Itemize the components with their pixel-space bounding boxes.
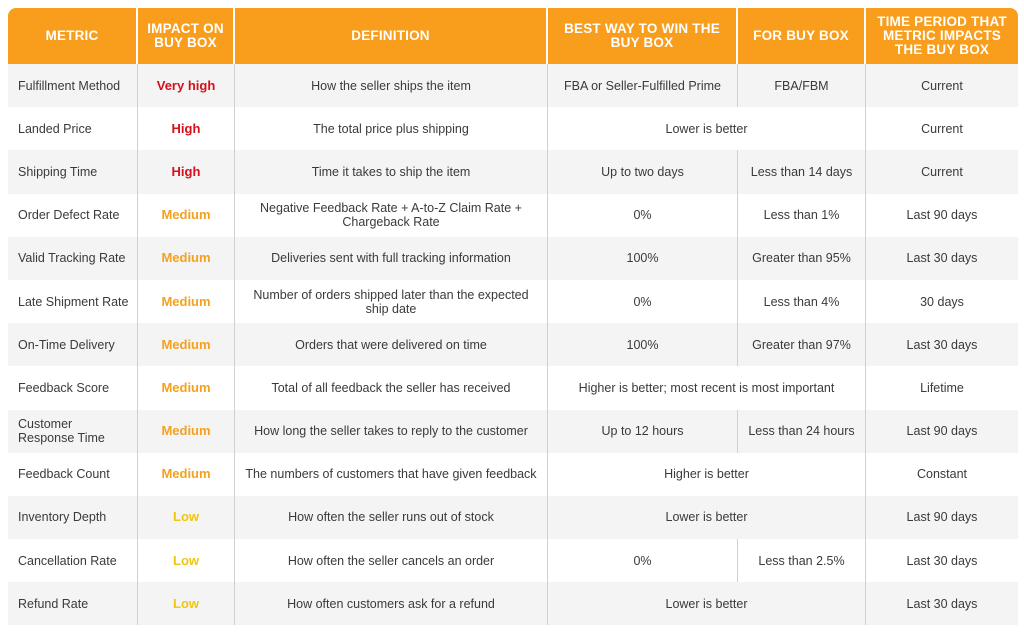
impact-cell: Low: [138, 539, 235, 582]
metric-cell: Order Defect Rate: [8, 194, 138, 237]
for-buy-box-cell: Less than 14 days: [738, 150, 866, 193]
definition-cell: Time it takes to ship the item: [235, 150, 548, 193]
best-way-cell: 0%: [548, 280, 738, 323]
header-metric: METRIC: [8, 8, 138, 64]
table-row: [8, 107, 1018, 150]
definition-cell: Negative Feedback Rate + A-to-Z Claim Rate + Chargeback Rate: [235, 194, 548, 237]
metric-cell: On-Time Delivery: [8, 323, 138, 366]
requirement-cell: Lower is better: [548, 582, 866, 625]
metric-cell: Customer Response Time: [8, 410, 138, 453]
impact-cell: Medium: [138, 366, 235, 409]
impact-cell: High: [138, 150, 235, 193]
time-period-cell: Current: [866, 64, 1018, 107]
table-row: [8, 410, 1018, 453]
impact-cell: Medium: [138, 280, 235, 323]
header-for-buy-box: FOR BUY BOX: [738, 8, 866, 64]
impact-cell: Medium: [138, 323, 235, 366]
definition-cell: How often the seller cancels an order: [235, 539, 548, 582]
time-period-cell: Current: [866, 150, 1018, 193]
requirement-cell: Lower is better: [548, 107, 866, 150]
for-buy-box-cell: Less than 4%: [738, 280, 866, 323]
time-period-cell: Last 30 days: [866, 237, 1018, 280]
time-period-cell: Last 30 days: [866, 323, 1018, 366]
best-way-cell: 100%: [548, 237, 738, 280]
impact-cell: Medium: [138, 453, 235, 496]
time-period-cell: Last 30 days: [866, 539, 1018, 582]
time-period-cell: Last 90 days: [866, 496, 1018, 539]
buy-box-metrics-table-container: [8, 8, 1018, 625]
impact-cell: Low: [138, 582, 235, 625]
best-way-cell: 0%: [548, 539, 738, 582]
time-period-cell: Last 90 days: [866, 194, 1018, 237]
metric-cell: Refund Rate: [8, 582, 138, 625]
table-body: [8, 64, 1018, 625]
requirement-cell: Higher is better: [548, 453, 866, 496]
definition-cell: The numbers of customers that have given feedback: [235, 453, 548, 496]
definition-cell: Number of orders shipped later than the expected ship date: [235, 280, 548, 323]
header-best-way: BEST WAY TO WIN THE BUY BOX: [548, 8, 738, 64]
table-row: [8, 323, 1018, 366]
table-header-row: [8, 8, 1018, 64]
best-way-cell: 0%: [548, 194, 738, 237]
metric-cell: Cancellation Rate: [8, 539, 138, 582]
definition-cell: How the seller ships the item: [235, 64, 548, 107]
table-row: [8, 280, 1018, 323]
impact-cell: Low: [138, 496, 235, 539]
for-buy-box-cell: Less than 24 hours: [738, 410, 866, 453]
for-buy-box-cell: Less than 2.5%: [738, 539, 866, 582]
metric-cell: Fulfillment Method: [8, 64, 138, 107]
for-buy-box-cell: Greater than 97%: [738, 323, 866, 366]
metric-cell: Shipping Time: [8, 150, 138, 193]
time-period-cell: Current: [866, 107, 1018, 150]
header-time-period: TIME PERIOD THAT METRIC IMPACTS THE BUY BOX: [866, 8, 1018, 64]
table-row: [8, 150, 1018, 193]
time-period-cell: Constant: [866, 453, 1018, 496]
metric-cell: Valid Tracking Rate: [8, 237, 138, 280]
definition-cell: Total of all feedback the seller has received: [235, 366, 548, 409]
requirement-cell: Lower is better: [548, 496, 866, 539]
for-buy-box-cell: FBA/FBM: [738, 64, 866, 107]
impact-cell: Medium: [138, 410, 235, 453]
table-row: [8, 453, 1018, 496]
impact-cell: High: [138, 107, 235, 150]
time-period-cell: 30 days: [866, 280, 1018, 323]
table-row: [8, 366, 1018, 409]
table-row: [8, 539, 1018, 582]
definition-cell: Orders that were delivered on time: [235, 323, 548, 366]
definition-cell: How long the seller takes to reply to the customer: [235, 410, 548, 453]
for-buy-box-cell: Greater than 95%: [738, 237, 866, 280]
definition-cell: How often the seller runs out of stock: [235, 496, 548, 539]
time-period-cell: Last 90 days: [866, 410, 1018, 453]
time-period-cell: Last 30 days: [866, 582, 1018, 625]
best-way-cell: 100%: [548, 323, 738, 366]
metric-cell: Inventory Depth: [8, 496, 138, 539]
impact-cell: Medium: [138, 237, 235, 280]
for-buy-box-cell: Less than 1%: [738, 194, 866, 237]
metric-cell: Landed Price: [8, 107, 138, 150]
metric-cell: Feedback Count: [8, 453, 138, 496]
metric-cell: Late Shipment Rate: [8, 280, 138, 323]
best-way-cell: FBA or Seller-Fulfilled Prime: [548, 64, 738, 107]
buy-box-metrics-table: [8, 8, 1018, 625]
header-definition: DEFINITION: [235, 8, 548, 64]
table-row: [8, 64, 1018, 107]
time-period-cell: Lifetime: [866, 366, 1018, 409]
impact-cell: Very high: [138, 64, 235, 107]
definition-cell: Deliveries sent with full tracking information: [235, 237, 548, 280]
table-row: [8, 194, 1018, 237]
best-way-cell: Up to 12 hours: [548, 410, 738, 453]
best-way-cell: Up to two days: [548, 150, 738, 193]
definition-cell: How often customers ask for a refund: [235, 582, 548, 625]
table-row: [8, 237, 1018, 280]
requirement-cell: Higher is better; most recent is most important: [548, 366, 866, 409]
metric-cell: Feedback Score: [8, 366, 138, 409]
definition-cell: The total price plus shipping: [235, 107, 548, 150]
header-impact: IMPACT ON BUY BOX: [138, 8, 235, 64]
impact-cell: Medium: [138, 194, 235, 237]
table-row: [8, 496, 1018, 539]
table-row: [8, 582, 1018, 625]
